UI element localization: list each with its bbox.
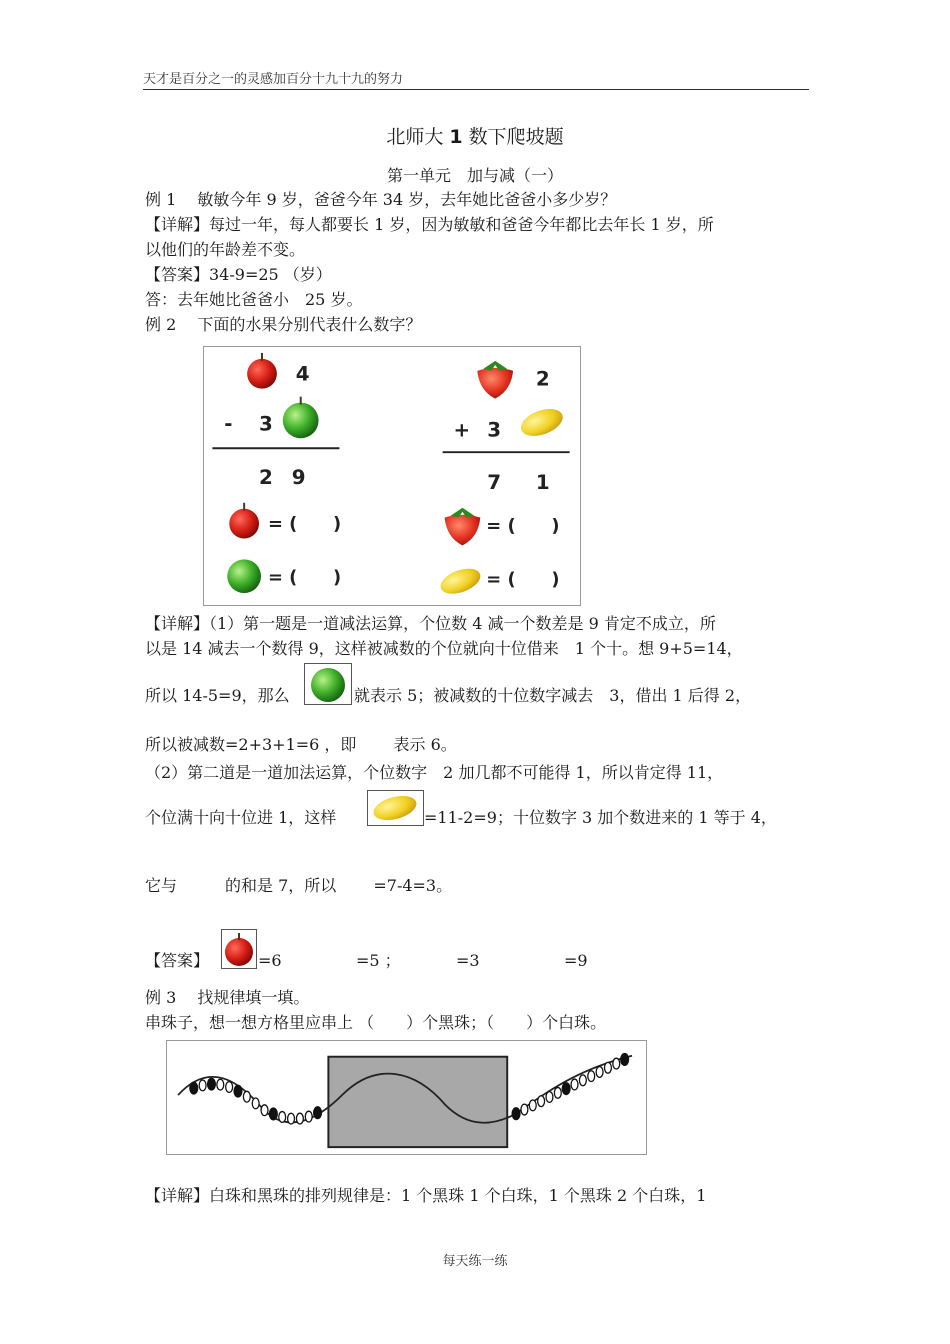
white-bead <box>217 1079 224 1090</box>
strawberry-icon <box>477 361 513 399</box>
white-bead <box>554 1087 561 1098</box>
right-addend-digit: 3 <box>487 418 502 442</box>
white-bead <box>252 1098 259 1109</box>
mango-answer-blank: = ( ) <box>486 569 560 591</box>
page-footer: 每天练一练 <box>442 1254 508 1269</box>
example2-detail-line6a: 个位满十向十位进 1，这样 <box>145 808 337 827</box>
example3-question-line2: 串珠子，想一想方格里应串上 （ ）个黑珠；（ ）个白珠。 <box>145 1013 607 1032</box>
red-apple-icon <box>247 353 277 389</box>
strawberry-answer-blank: = ( ) <box>486 515 560 537</box>
left-subtrahend-digit: 3 <box>259 412 273 436</box>
example2-detail-line6b: =11-2=9；十位数字 3 加个数进来的 1 等于 4， <box>424 808 777 827</box>
left-top-digit: 4 <box>295 362 310 386</box>
title-number: 1 <box>449 126 463 148</box>
right-top-digit: 2 <box>535 367 550 391</box>
white-bead <box>596 1067 603 1078</box>
example2-question: 例 2 下面的水果分别代表什么数字？ <box>145 315 422 334</box>
red-apple-answer: =6 <box>258 951 282 970</box>
white-bead <box>538 1096 545 1107</box>
white-bead <box>243 1091 250 1102</box>
mango-icon <box>517 404 566 441</box>
title-suffix: 数下爬坡题 <box>468 126 564 148</box>
example2-detail-line4: 所以被减数=2+3+1=6 ，即 表示 6。 <box>145 735 457 754</box>
example3-detail-line1: 【详解】白珠和黑珠的排列规律是：1 个黑珠 1 个白珠，1 个黑珠 2 个白珠，1 <box>145 1186 707 1205</box>
example2-answer-label: 【答案】 <box>145 951 210 970</box>
white-bead <box>613 1058 620 1069</box>
white-bead <box>604 1062 611 1073</box>
example1-conclusion: 答：去年她比爸爸小 25 岁。 <box>145 290 363 309</box>
bead-string-figure <box>166 1040 647 1155</box>
red-apple-answer-blank: = ( ) <box>267 513 342 535</box>
mango-icon <box>368 791 423 825</box>
white-bead <box>305 1111 312 1122</box>
red-apple-icon <box>222 930 256 968</box>
black-bead <box>269 1108 277 1120</box>
unit-subtitle: 第一单元 加与减（一） <box>386 166 563 185</box>
right-plus-sign: + <box>453 418 471 442</box>
black-bead <box>234 1085 242 1097</box>
white-bead <box>296 1113 303 1124</box>
black-bead <box>314 1107 322 1119</box>
white-bead <box>288 1113 295 1124</box>
white-bead <box>261 1105 268 1116</box>
document-title <box>0 122 950 149</box>
white-bead <box>529 1100 536 1111</box>
left-result-ones-digit: 9 <box>291 465 306 489</box>
example2-detail-line1: 【详解】（1）第一题是一道减法运算，个位数 4 减一个数差是 9 肯定不成立，所 <box>145 614 716 633</box>
white-bead <box>579 1075 586 1086</box>
green-apple-answer: =5 ； <box>356 951 401 970</box>
strawberry-icon <box>445 508 481 546</box>
black-bead <box>512 1108 520 1120</box>
example3-question: 例 3 找规律填一填。 <box>145 988 310 1007</box>
green-apple-inline-image <box>304 663 352 705</box>
left-minus-sign: - <box>224 412 233 436</box>
example2-detail-line3a: 所以 14-5=9，那么 <box>145 686 290 705</box>
white-bead <box>546 1092 553 1103</box>
example2-detail-line5: （2）第二道是一道加法运算，个位数字 2 加几都不可能得 1，所以肯定得 11， <box>145 763 724 782</box>
red-apple-icon <box>229 503 259 539</box>
title-prefix: 北师大 <box>386 126 444 148</box>
right-result-ones-digit: 1 <box>535 470 550 494</box>
black-bead <box>621 1054 629 1066</box>
white-bead <box>199 1080 206 1091</box>
black-bead <box>208 1078 216 1090</box>
red-apple-inline-image <box>221 929 257 969</box>
strawberry-answer: =3 <box>456 951 480 970</box>
white-bead <box>521 1104 528 1115</box>
black-bead <box>190 1082 198 1094</box>
mango-answer: =9 <box>564 951 588 970</box>
right-result-tens-digit: 7 <box>487 470 502 494</box>
page-header: 天才是百分之一的灵感加百分十九十九的努力 <box>143 72 809 90</box>
fruit-puzzle-figure <box>203 346 581 606</box>
green-apple-answer-blank: = ( ) <box>267 567 342 589</box>
green-apple-icon <box>305 664 351 704</box>
example2-detail-line3b: 就表示 5；被减数的十位数字减去 3，借出 1 后得 2， <box>354 686 752 705</box>
left-result-tens-digit: 2 <box>259 465 273 489</box>
example1-detail-line2: 以他们的年龄差不变。 <box>145 240 306 259</box>
green-apple-icon <box>227 559 261 593</box>
white-bead <box>279 1112 286 1123</box>
example1-answer: 【答案】34-9=25 （岁） <box>145 265 332 284</box>
white-bead <box>226 1082 233 1093</box>
mango-icon <box>437 564 484 599</box>
white-bead <box>588 1071 595 1082</box>
example1-detail-line1: 【详解】每过一年，每人都要长 1 岁，因为敏敏和爸爸今年都比去年长 1 岁，所 <box>145 215 714 234</box>
hidden-pattern-box <box>328 1057 507 1147</box>
green-apple-icon <box>283 397 319 439</box>
black-bead <box>562 1083 570 1095</box>
mango-inline-image <box>367 790 424 826</box>
example1-question: 例 1 敏敏今年 9 岁，爸爸今年 34 岁，去年她比爸爸小多少岁？ <box>145 190 617 209</box>
example2-detail-line7: 它与 的和是 7，所以 =7-4=3。 <box>145 876 453 895</box>
white-bead <box>571 1079 578 1090</box>
example2-detail-line2: 以是 14 减去一个数得 9，这样被减数的个位就向十位借来 1 个十。想 9+5=14， <box>145 639 743 658</box>
